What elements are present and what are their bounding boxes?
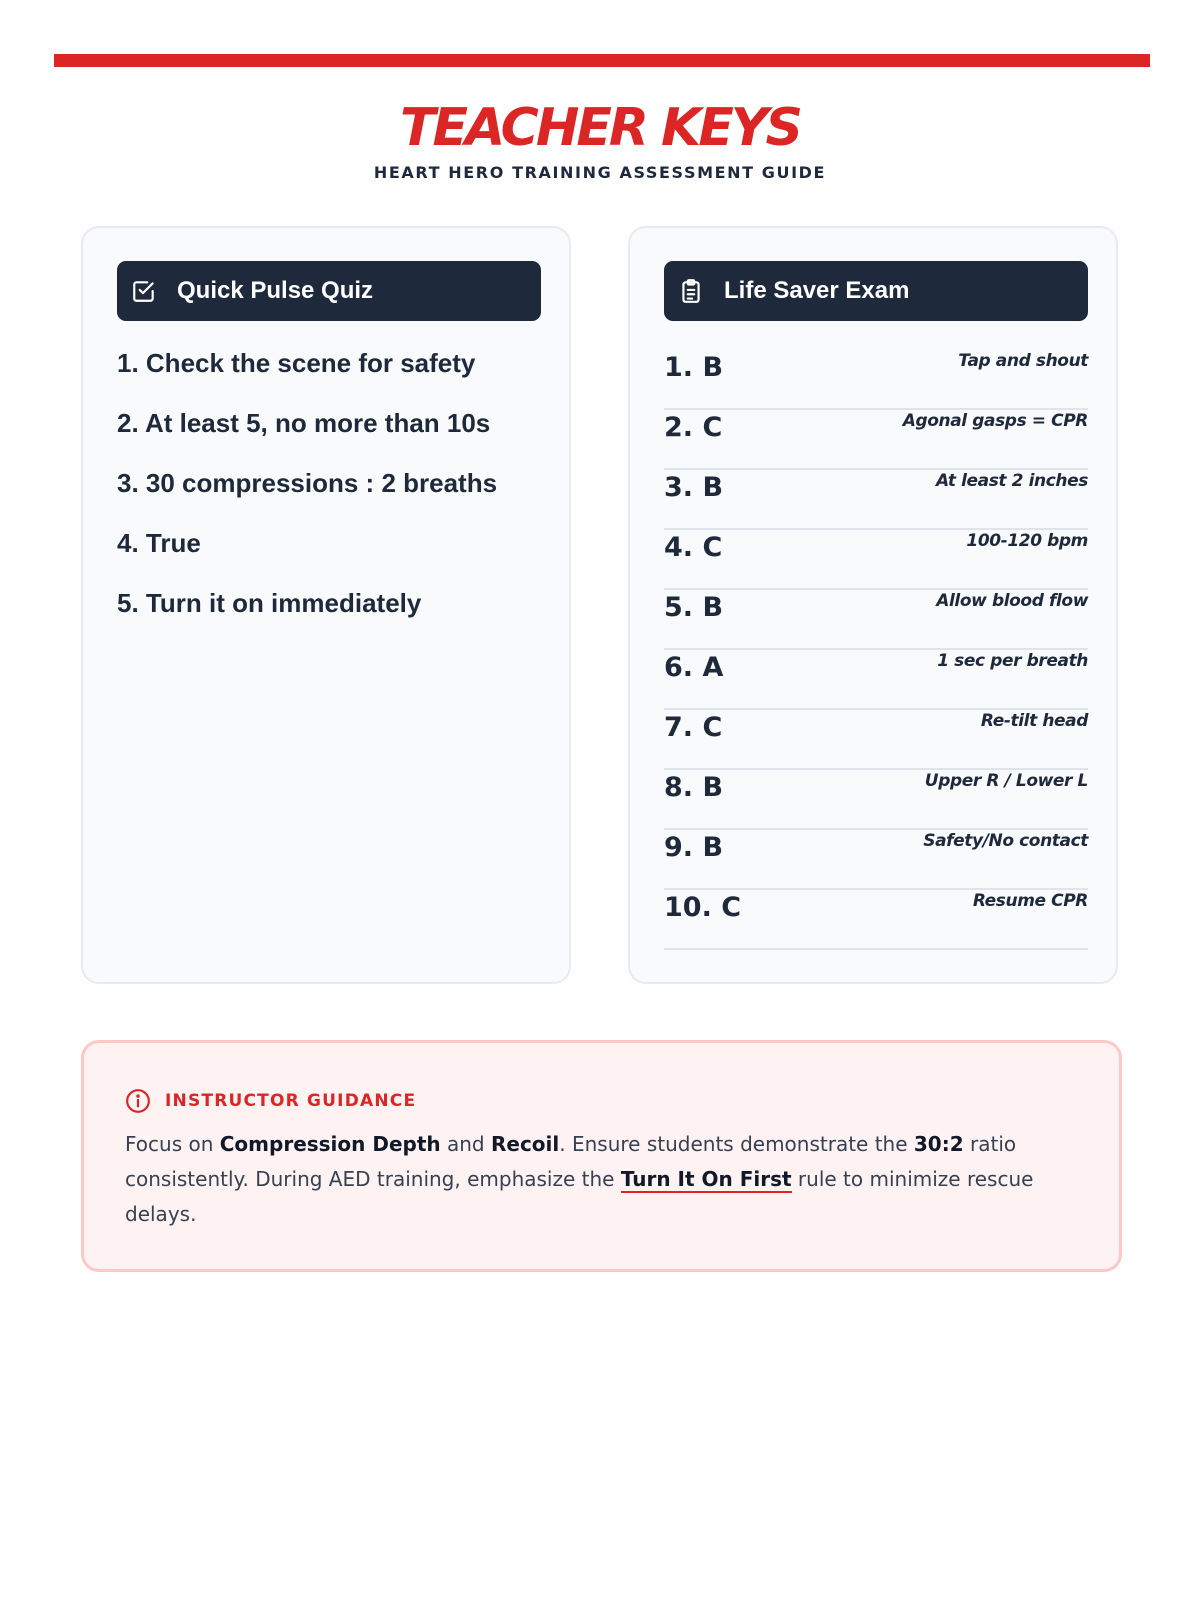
quiz-card-header bbox=[117, 261, 541, 321]
exam-answer-row bbox=[664, 830, 1088, 890]
guidance-text-segment: Focus on bbox=[125, 1132, 220, 1156]
quiz-answer: 4. True bbox=[117, 528, 201, 558]
exam-answer-row bbox=[664, 350, 1088, 410]
exam-answer-list bbox=[664, 350, 1088, 950]
guidance-text-segment: . Ensure students demonstrate the bbox=[559, 1132, 914, 1156]
exam-answer-note: 100-120 bpm bbox=[966, 531, 1088, 551]
exam-answer-row bbox=[664, 890, 1088, 950]
guidance-emphasis: Recoil bbox=[490, 1132, 560, 1156]
exam-answer-note: At least 2 inches bbox=[936, 471, 1088, 491]
page-header bbox=[0, 96, 1200, 186]
exam-answer-note: Re-tilt head bbox=[980, 711, 1088, 731]
exam-answer: 4. C bbox=[664, 532, 723, 563]
quiz-answer: 1. Check the scene for safety bbox=[117, 348, 476, 378]
exam-answer-note: Safety/No contact bbox=[923, 831, 1088, 851]
exam-answer-note: Agonal gasps = CPR bbox=[902, 411, 1088, 431]
exam-answer: 7. C bbox=[664, 712, 723, 743]
exam-answer: 1. B bbox=[664, 352, 724, 383]
top-accent-bar bbox=[54, 54, 1150, 67]
exam-answer: 2. C bbox=[664, 412, 723, 443]
guidance-emphasis: Compression Depth bbox=[219, 1132, 441, 1156]
guidance-underlined-emphasis: Turn It On First bbox=[620, 1167, 792, 1191]
page-subtitle: HEART HERO TRAINING ASSESSMENT GUIDE bbox=[373, 163, 827, 182]
quiz-answer: 3. 30 compressions : 2 breaths bbox=[117, 468, 498, 498]
info-icon bbox=[125, 1088, 151, 1114]
exam-answer-note: Allow blood flow bbox=[936, 591, 1088, 611]
exam-answer-row bbox=[664, 470, 1088, 530]
clipboard-icon bbox=[678, 278, 704, 304]
quick-pulse-quiz-card bbox=[81, 226, 571, 984]
exam-card-header bbox=[664, 261, 1088, 321]
life-saver-exam-card bbox=[628, 226, 1118, 984]
exam-answer: 8. B bbox=[664, 772, 724, 803]
quiz-answer-list bbox=[117, 346, 497, 646]
guidance-text-segment: ratio consistently. During AED training, emphasize the bbox=[125, 1132, 1017, 1191]
exam-answer-row bbox=[664, 410, 1088, 470]
exam-answer-row bbox=[664, 590, 1088, 650]
exam-answer-note: Tap and shout bbox=[958, 351, 1088, 371]
exam-answer-row bbox=[664, 650, 1088, 710]
exam-answer-row bbox=[664, 770, 1088, 830]
exam-card-title: Life Saver Exam bbox=[724, 277, 910, 304]
exam-answer: 10. C bbox=[664, 892, 742, 923]
guidance-text-segment: and bbox=[440, 1132, 491, 1156]
exam-answer-note: 1 sec per breath bbox=[937, 651, 1088, 671]
exam-answer: 3. B bbox=[664, 472, 724, 503]
guidance-header bbox=[125, 1088, 416, 1114]
quiz-card-title: Quick Pulse Quiz bbox=[177, 277, 374, 304]
guidance-text bbox=[125, 1127, 1085, 1232]
guidance-text-segment: rule to minimize rescue delays. bbox=[125, 1167, 1034, 1226]
exam-answer: 5. B bbox=[664, 592, 724, 623]
guidance-emphasis: 30:2 bbox=[913, 1132, 964, 1156]
exam-answer-row bbox=[664, 530, 1088, 590]
page-title: TEACHER KEYS bbox=[400, 98, 800, 158]
quiz-answer: 5. Turn it on immediately bbox=[117, 588, 422, 618]
exam-answer: 6. A bbox=[664, 652, 724, 683]
instructor-guidance-box bbox=[81, 1040, 1122, 1272]
exam-answer-row bbox=[664, 710, 1088, 770]
exam-answer-note: Resume CPR bbox=[972, 891, 1088, 911]
exam-answer: 9. B bbox=[664, 832, 724, 863]
quiz-answer: 2. At least 5, no more than 10s bbox=[117, 408, 491, 438]
guidance-label: INSTRUCTOR GUIDANCE bbox=[165, 1091, 417, 1111]
checkbox-icon bbox=[131, 278, 157, 304]
exam-answer-note: Upper R / Lower L bbox=[924, 771, 1088, 791]
